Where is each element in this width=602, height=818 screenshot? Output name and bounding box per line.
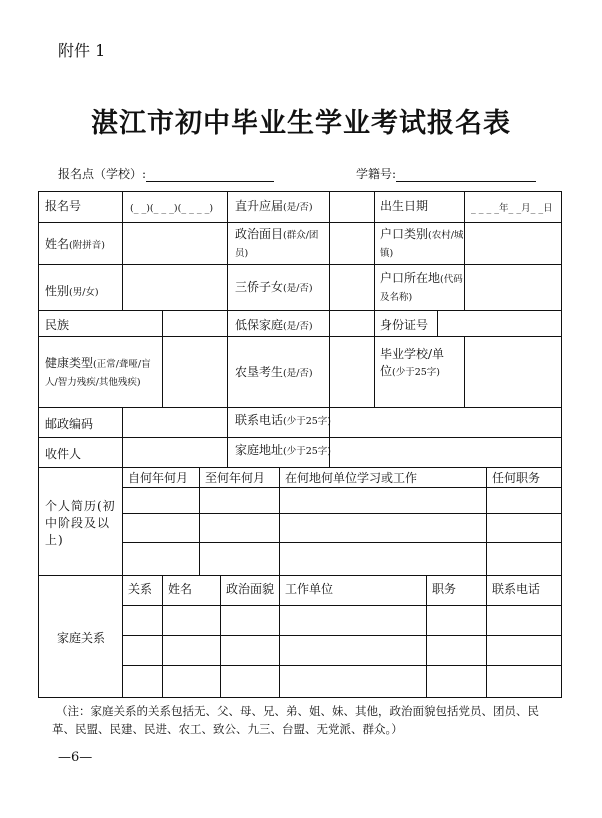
birth-date-format[interactable]: _ _ _ _年_ _月_ _日: [471, 203, 553, 214]
family-label: 家庭关系: [57, 631, 106, 645]
gender-label: 性别(男/女): [45, 284, 99, 298]
hukou-type-label: 户口类别(农村/城镇): [380, 227, 464, 259]
resume-col-from: 自何年何月: [128, 471, 189, 485]
name-label: 姓名(附拼音): [45, 237, 105, 251]
school-label: 报名点（学校）:: [58, 167, 147, 181]
student-no-label: 学籍号:: [356, 167, 397, 181]
farm-label: 农垦考生(是/否): [235, 365, 313, 379]
postcode-label: 邮政编码: [45, 417, 94, 431]
health-label: 健康类型(正常/聋哑/盲人/智力残疾/其他残疾): [45, 356, 151, 388]
family-col-political: 政治面貌: [226, 582, 275, 596]
resume-label: 个人简历(初中阶段及以上): [45, 499, 116, 547]
ethnic-label: 民族: [45, 318, 70, 332]
family-col-workplace: 工作单位: [285, 582, 334, 596]
recipient-label: 收件人: [45, 447, 82, 461]
registration-form-table: [38, 191, 562, 698]
reg-no-label: 报名号: [45, 199, 82, 213]
form-title: 湛江市初中毕业生学业考试报名表: [91, 108, 511, 139]
id-number-label: 身份证号: [380, 318, 429, 332]
family-col-phone: 联系电话: [492, 582, 541, 596]
footnote: （注：家庭关系的关系包括无、父、母、兄、弟、姐、妹、其他，政治面貌包括党员、团员、民革、民盟、民建、民进、农工、致公、九三、台盟、无党派、群众。）: [52, 704, 539, 736]
overseas-label: 三侨子女(是/否): [235, 280, 313, 294]
student-no-input-line[interactable]: [396, 167, 536, 182]
resume-col-place: 在何地何单位学习或工作: [285, 471, 418, 485]
grad-school-label: 毕业学校/单位(少于25字): [380, 347, 445, 378]
family-col-relation: 关系: [128, 582, 153, 596]
hukou-location-label: 户口所在地(代码及名称): [380, 271, 463, 303]
family-col-name: 姓名: [168, 582, 193, 596]
political-label: 政治面目(群众/团员): [235, 227, 319, 259]
low-income-label: 低保家庭(是/否): [235, 318, 313, 332]
school-input-line[interactable]: [146, 167, 274, 182]
page-number: —6—: [58, 750, 93, 765]
address-label: 家庭地址(少于25字): [235, 443, 332, 457]
family-col-duty: 职务: [432, 582, 457, 596]
phone-label: 联系电话(少于25字): [235, 413, 332, 427]
resume-col-position: 任何职务: [492, 471, 541, 485]
reg-no-format[interactable]: (_ _)(_ _ _)(_ _ _ _): [130, 203, 214, 214]
birth-label: 出生日期: [380, 199, 429, 213]
direct-label: 直升应届(是/否): [235, 199, 313, 213]
student-no-field: [356, 165, 536, 182]
attachment-label: 附件 1: [58, 41, 106, 60]
resume-col-to: 至何年何月: [205, 471, 266, 485]
school-field: [58, 165, 274, 182]
